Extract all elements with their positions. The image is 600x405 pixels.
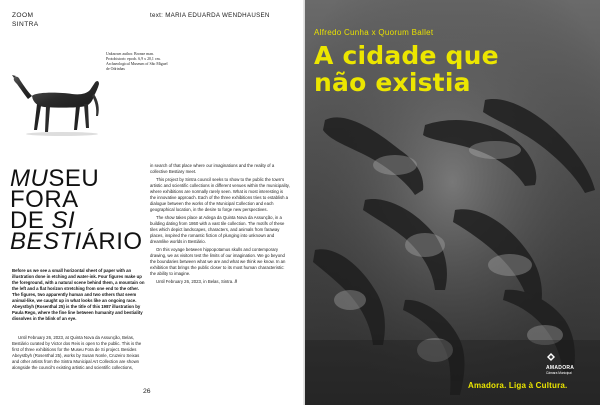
headline-seu: SEU: [48, 165, 100, 192]
headline-de: DE: [10, 207, 52, 234]
column-2-paragraph: The show takes place at Adega da Quinta Nova da Assunção, in a building dating from 1860 with a vast tile collection. The motifs of these tiles which depict landscapes, characters, and animals from faraway places, inspired the romantic fiction of plunging into unknown and dreamlike worlds in Bestiário.: [150, 215, 285, 244]
end-mark: //: [234, 279, 237, 284]
section-label: [12, 12, 39, 29]
headline-besti: BESTI: [10, 228, 82, 255]
article-column-2: [150, 163, 290, 287]
column-2-paragraph: in search of that place where our imaginations and the reality of a collective Bestiary meet.: [150, 163, 275, 174]
ad-slogan: Amadora. Liga à Cultura.: [468, 381, 568, 390]
section-label-sintra: SINTRA: [12, 20, 39, 28]
brand-subtitle: Câmara Municipal: [546, 371, 572, 375]
article-lead-paragraph: Before us we see a small horizontal sheet of paper with an illustration done in etching and water-ink. Four figures make up the foreground, with a natural scene behind them, a mountain on the left and a flat horizon stretching from one end to the other. The figures, two apparently human and two others that seem animal-like, we caught up in what looks like an ongoing race. Abeystbyh (Rosenthal 25) is the title of this 1987 illustration by Paula Rego, where the fine line between humanity and bestiality dissolves in the blink of an eye.: [12, 268, 145, 321]
column-2-paragraph: On this voyage between hippopotamus skulls and contemporary drawing, we as visitors test the limits of our imagination. We go beyond the boundaries between what we are and what we think we know. In an exhibition that brings the public closer to its most human characteristic: the ability to imagine.: [150, 247, 286, 276]
column-2-paragraph: This project by Sintra council seeks to show to the public the town's artistic and scientific collections in different venues within the municipality, where exhibitions are normally rarely seen. What is most interesting is the innovative approach. Each of the three exhibitions tries to establish a dialogue between the works of the Municipal Collection and each geographical location, in the desire to forge new perspectives.: [150, 177, 290, 212]
headline-ario: ÁRIO: [81, 228, 143, 255]
image-caption: Unknown author. Bronze man. Protohistoric epoch. 6,9 x 20,1 cm. Archaeological Museum of São Miguel de Odrinhas: [106, 52, 168, 71]
headline-si: SI: [51, 207, 76, 234]
ad-title-line-1: A cidade que: [314, 41, 499, 70]
ad-title: [314, 42, 594, 96]
headline-line-4: [10, 228, 150, 255]
right-page-advertisement: [305, 0, 600, 405]
ad-title-line-2: não existia: [314, 68, 471, 97]
headline-line-2: FORA: [10, 186, 79, 213]
page-number: 26: [143, 388, 151, 395]
headline-mu: MU: [10, 165, 49, 192]
bronze-horse-sculpture-image: [10, 66, 102, 138]
closing-text: Until February 26, 2023, in Belas, Sintra.: [156, 279, 234, 284]
brand-name: AMADORA: [546, 365, 575, 371]
section-label-zoom: ZOOM: [12, 12, 34, 19]
author-byline: text: MARIA EDUARDA WENDHAUSEN: [150, 12, 270, 19]
article-headline: [10, 165, 150, 255]
article-column-1-body: Until February 26, 2023, at Quinta Nova da Assunção, Belas, Bestiário curated by Victor dos Reis is open to the public. This is the first of three exhibitions for the Museu Fora de Si project. Besides Abeystbyh (Rosenthal 25), works by Susan Nonle, Cruzeiro Seixas and other artists from the Sintra Municipal Art Collection are shown alongside the council's existing artistic and scientific collections,: [12, 335, 142, 370]
ad-subtitle: Alfredo Cunha x Quorum Ballet: [314, 28, 434, 37]
column-2-closing-paragraph: [150, 279, 290, 285]
